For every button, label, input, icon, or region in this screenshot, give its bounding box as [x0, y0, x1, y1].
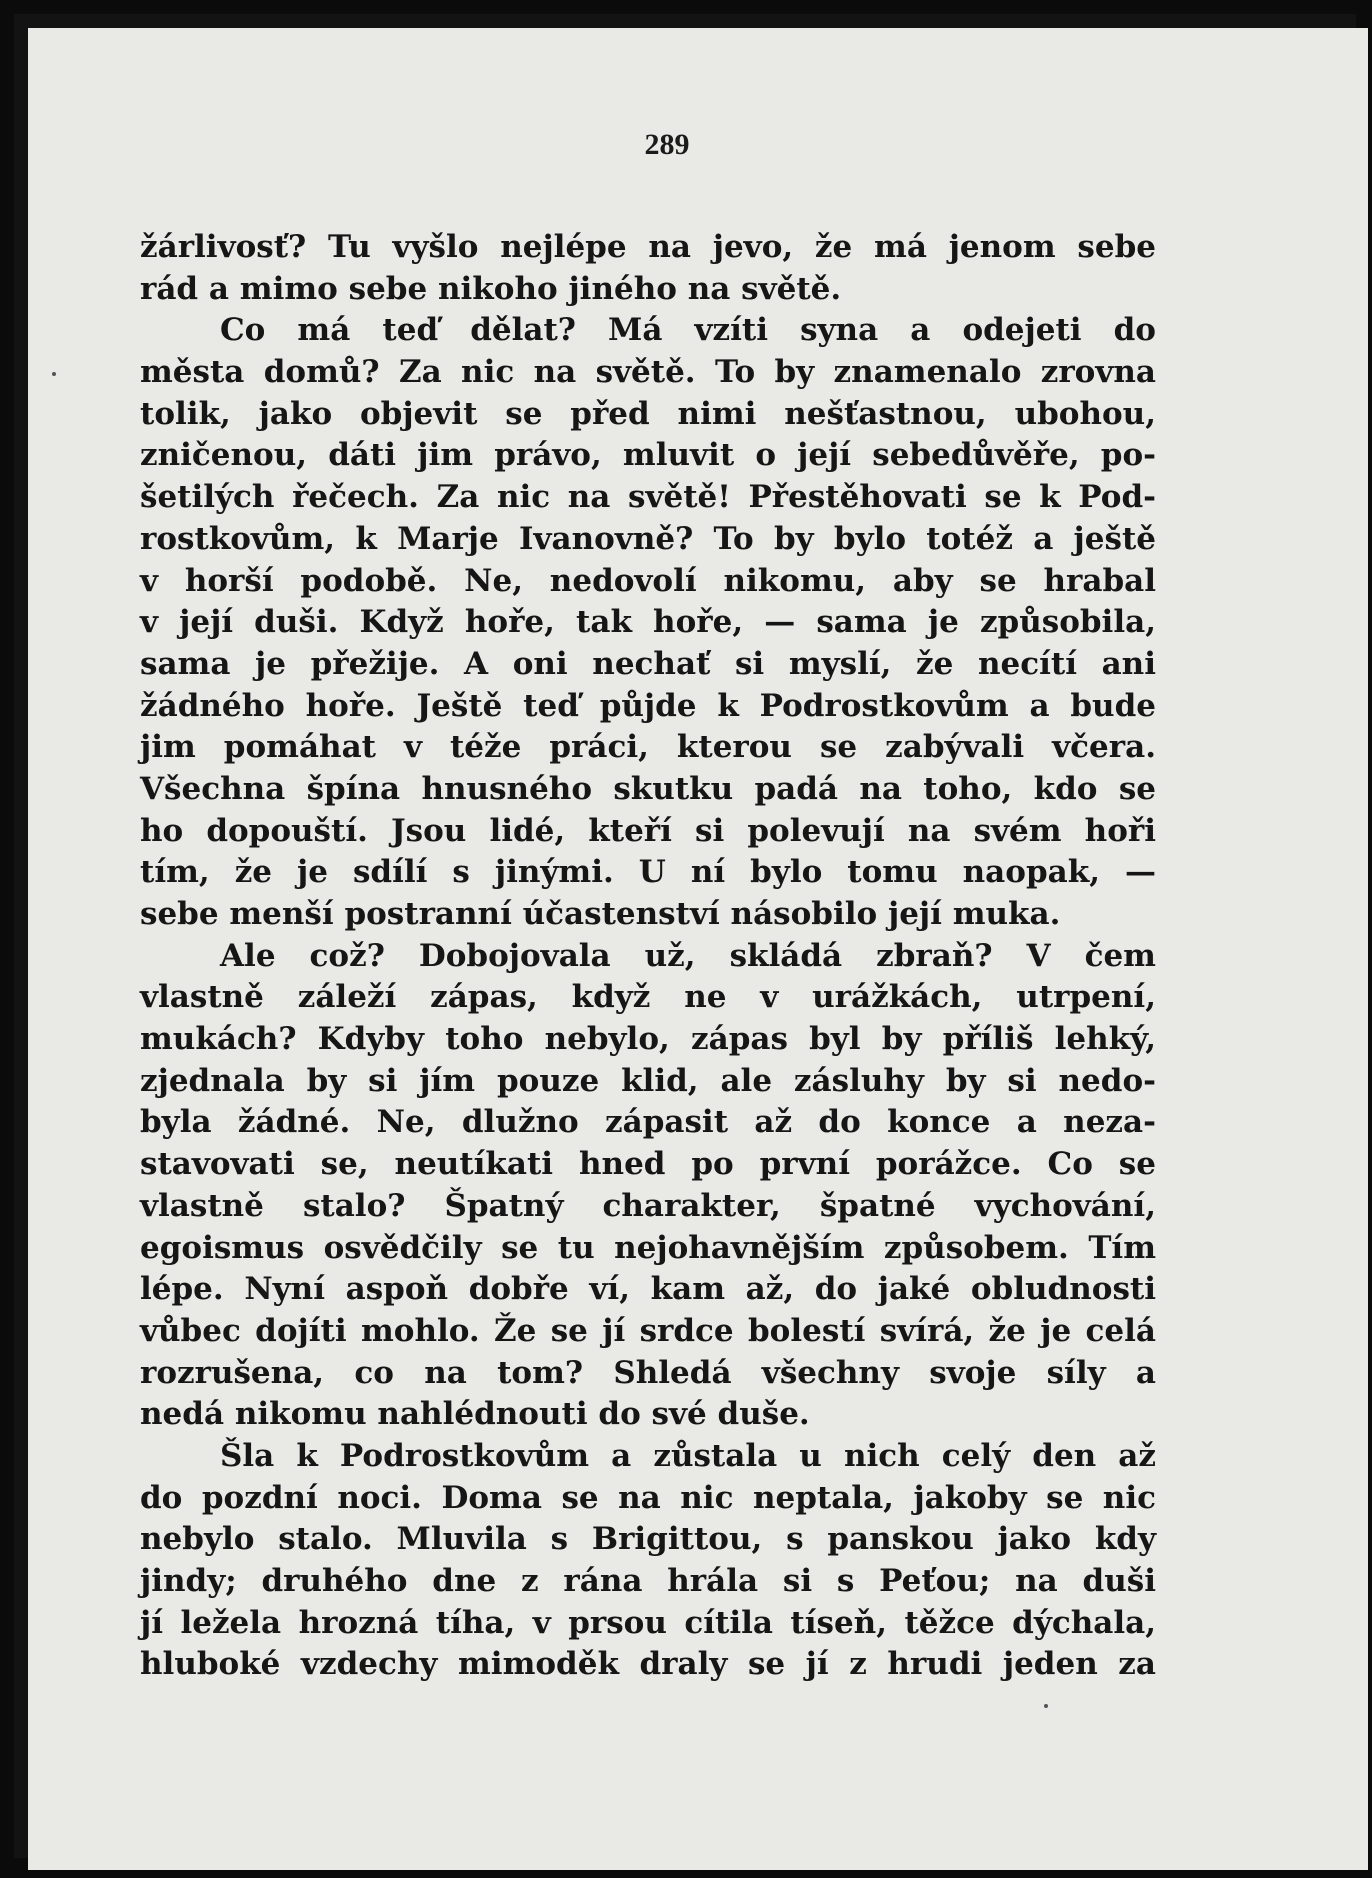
- text-line: města domů? Za nic na světě. To by znamenalo zrovna: [140, 354, 1156, 391]
- text-line: zničenou, dáti jim právo, mluvit o její sebedůvěře, po-: [140, 437, 1156, 474]
- text-line: v její duši. Když hoře, tak hoře, — sama je způsobila,: [140, 604, 1156, 641]
- text-line: jim pomáhat v téže práci, kterou se zabývali včera.: [140, 729, 1156, 766]
- text-line: jindy; druhého dne z rána hrála si s Peťou; na duši: [140, 1563, 1156, 1599]
- text-line: vlastně stalo? Špatný charakter, špatné vychování,: [140, 1187, 1156, 1224]
- text-line: tolik, jako objevit se před nimi nešťastnou, ubohou,: [140, 395, 1156, 432]
- text-line: rostkovům, k Marje Ivanovně? To by bylo totéž a ještě: [140, 520, 1156, 557]
- text-line: sama je přežije. A oni nechať si myslí, že necítí ani: [140, 645, 1156, 682]
- text-line: lépe. Nyní aspoň dobře ví, kam až, do jaké obludnosti: [140, 1271, 1156, 1308]
- text-line: tím, že je sdílí s jinými. U ní bylo tomu naopak, —: [140, 854, 1156, 891]
- text-line: Šla k Podrostkovům a zůstala u nich celý den až: [220, 1437, 1156, 1474]
- text-line: do pozdní noci. Doma se na nic neptala, jakoby se nic: [140, 1479, 1156, 1516]
- text-line: jí ležela hrozná tíha, v prsou cítila tíseň, těžce dýchala,: [140, 1604, 1156, 1641]
- text-line: Všechna špína hnusného skutku padá na toho, kdo se: [140, 770, 1156, 807]
- text-line: nedá nikomu nahlédnouti do své duše.: [140, 1396, 810, 1433]
- text-line: sebe menší postranní účastenství násobilo její muka.: [140, 896, 1061, 932]
- scan-speck: [1044, 1704, 1048, 1708]
- page-number: 289: [644, 128, 690, 161]
- text-line: rozrušena, co na tom? Shledá všechny svoje síly a: [140, 1354, 1156, 1391]
- body-text: [140, 227, 1156, 1686]
- text-line: žárlivosť? Tu vyšlo nejlépe na jevo, že má jenom sebe: [140, 229, 1156, 265]
- book-page: [28, 28, 1368, 1870]
- text-line: v horší podobě. Ne, nedovolí nikomu, aby se hrabal: [140, 562, 1156, 599]
- text-line: egoismus osvědčily se tu nejohavnějším způsobem. Tím: [140, 1229, 1156, 1266]
- text-line: Co má teď dělat? Má vzíti syna a odejeti do: [220, 312, 1156, 349]
- text-line: zjednala by si jím pouze klid, ale zásluhy by si nedo-: [140, 1062, 1156, 1099]
- text-line: byla žádné. Ne, dlužno zápasit až do konce a neza-: [140, 1104, 1156, 1141]
- text-line: žádného hoře. Ještě teď půjde k Podrostkovům a bude: [140, 687, 1156, 724]
- text-line: vůbec dojíti mohlo. Že se jí srdce bolestí svírá, že je celá: [140, 1312, 1156, 1349]
- text-line: nebylo stalo. Mluvila s Brigittou, s panskou jako kdy: [140, 1521, 1156, 1558]
- text-line: mukách? Kdyby toho nebylo, zápas byl by příliš lehký,: [140, 1021, 1156, 1058]
- text-line: šetilých řečech. Za nic na světě! Přestěhovati se k Pod-: [140, 479, 1156, 516]
- scan-speck: [52, 372, 56, 376]
- text-line: Ale což? Dobojovala už, skládá zbraň? V čem: [220, 937, 1156, 974]
- text-line: ho dopouští. Jsou lidé, kteří si polevují na svém hoři: [140, 812, 1156, 849]
- text-line: vlastně záleží zápas, když ne v urážkách, utrpení,: [140, 979, 1156, 1016]
- text-line: stavovati se, neutíkati hned po první porážce. Co se: [140, 1146, 1156, 1183]
- text-line: hluboké vzdechy mimoděk draly se jí z hrudi jeden za: [140, 1646, 1156, 1683]
- text-line: rád a mimo sebe nikoho jiného na světě.: [140, 270, 842, 307]
